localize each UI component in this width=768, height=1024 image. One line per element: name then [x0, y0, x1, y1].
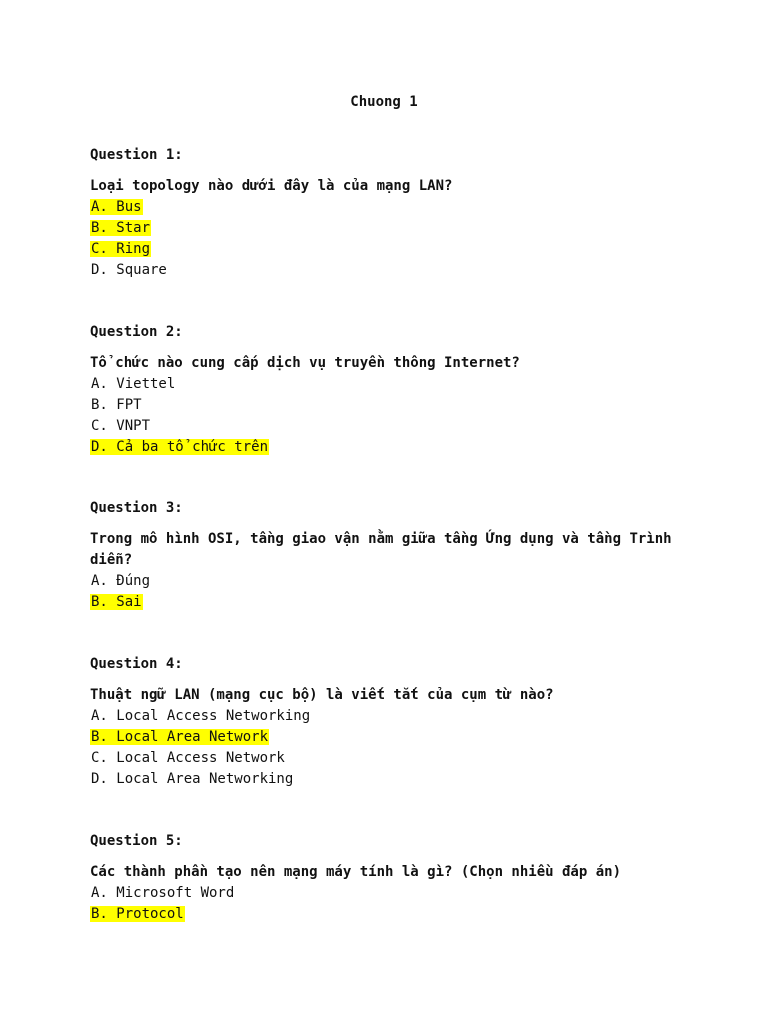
question-heading: Question 4:: [90, 656, 183, 672]
answer-option-label: D. Local Area Networking: [91, 771, 294, 787]
question-text: Các thành phần tạo nên mạng máy tính là gì? (Chọn nhiều đáp án): [90, 864, 622, 880]
question-block-1: [90, 145, 690, 281]
answer-option: [90, 706, 690, 727]
answer-option: [90, 239, 690, 260]
answer-option: [90, 218, 690, 239]
question-block-4: [90, 654, 690, 790]
answer-option: [90, 748, 690, 769]
answer-option-label: A. Microsoft Word: [91, 885, 235, 901]
answer-option-label: C. Local Access Network: [91, 750, 285, 766]
answer-option: [90, 416, 690, 437]
answer-option: [90, 374, 690, 395]
answer-option-label: D. Square: [91, 262, 167, 278]
answer-option: [90, 260, 690, 281]
answer-option-label: A. Local Access Networking: [91, 708, 311, 724]
question-heading: Question 3:: [90, 500, 183, 516]
answer-option-label: B. Star: [91, 220, 151, 236]
answer-option: [90, 197, 690, 218]
answer-option: [90, 437, 690, 458]
answer-option: [90, 592, 680, 613]
answer-option-label: C. VNPT: [91, 418, 151, 434]
answer-option: [90, 883, 710, 904]
answer-option: [90, 727, 690, 748]
answer-option-label: B. Sai: [91, 594, 142, 610]
question-block-2: [90, 322, 690, 458]
answer-option-label: A. Đúng: [91, 573, 151, 589]
answer-option-label: C. Ring: [91, 241, 151, 257]
answer-option: [90, 395, 690, 416]
answer-option-label: A. Bus: [91, 199, 142, 215]
question-text: Loại topology nào dưới đây là của mạng LAN?: [90, 178, 453, 194]
chapter-title: Chuong 1: [350, 94, 418, 110]
answer-option-label: A. Viettel: [91, 376, 176, 392]
question-text: Thuật ngữ LAN (mạng cục bộ) là viết tắt của cụm từ nào?: [90, 687, 554, 703]
answer-option: [90, 571, 680, 592]
question-text: Trong mô hình OSI, tầng giao vận nằm giữa tầng Ứng dụng và tầng Trình diễn?: [90, 531, 681, 568]
question-heading: Question 1:: [90, 147, 183, 163]
question-block-3: [90, 498, 680, 613]
question-block-5: [90, 831, 710, 925]
question-heading: Question 5:: [90, 833, 183, 849]
question-text: Tổ chức nào cung cấp dịch vụ truyền thông Internet?: [90, 355, 520, 371]
answer-option-label: B. Local Area Network: [91, 729, 269, 745]
answer-option: [90, 769, 690, 790]
answer-option-label: B. FPT: [91, 397, 142, 413]
answer-option-label: D. Cả ba tổ chức trên: [91, 439, 269, 455]
answer-option: [90, 904, 710, 925]
answer-option-label: B. Protocol: [91, 906, 184, 922]
question-heading: Question 2:: [90, 324, 183, 340]
